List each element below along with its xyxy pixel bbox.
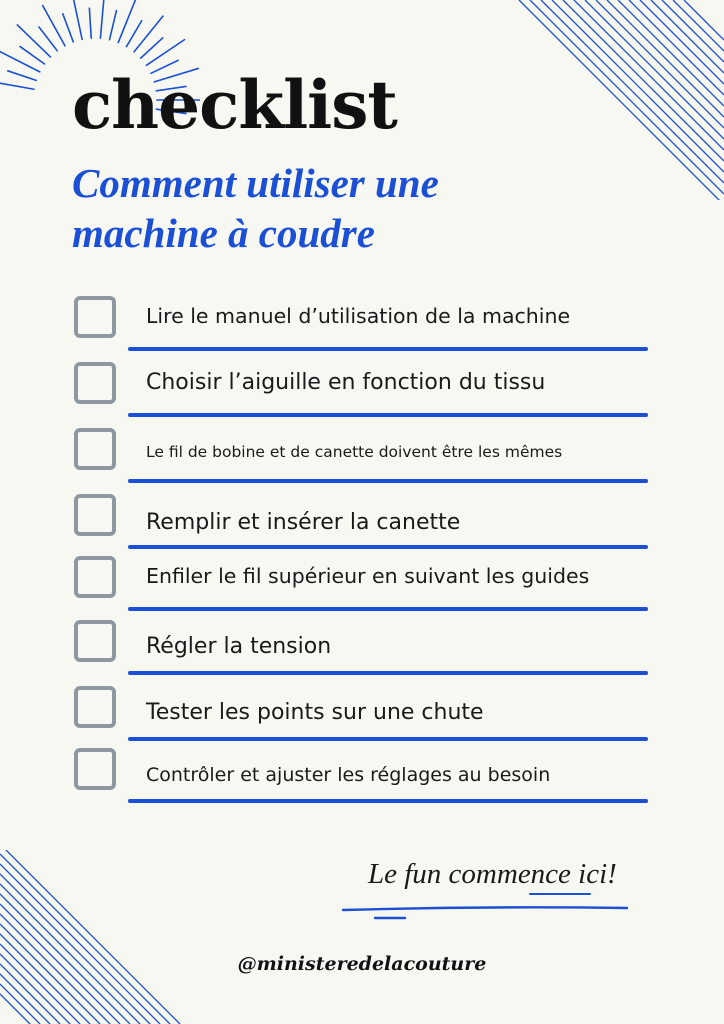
checklist-item-label: Choisir l’aiguille en fonction du tissu bbox=[146, 370, 546, 395]
footer-tagline: Le fun commence ici! bbox=[368, 858, 617, 890]
checklist-item bbox=[70, 428, 660, 494]
page-subtitle: Comment utiliser une machine à coudre bbox=[72, 160, 439, 256]
checklist-item bbox=[70, 620, 660, 686]
tagline-underline-decoration bbox=[335, 888, 635, 924]
checklist-item-label: Régler la tension bbox=[146, 634, 332, 659]
checklist-item-label: Tester les points sur une chute bbox=[146, 700, 484, 725]
checklist-item bbox=[70, 362, 660, 428]
checkbox[interactable] bbox=[74, 296, 116, 338]
checkbox[interactable] bbox=[74, 362, 116, 404]
checklist-item bbox=[70, 494, 660, 560]
checkbox[interactable] bbox=[74, 620, 116, 662]
checklist-item bbox=[70, 686, 660, 752]
checklist-item-label: Remplir et insérer la canette bbox=[146, 510, 461, 535]
underline-divider bbox=[128, 607, 648, 611]
underline-divider bbox=[128, 545, 648, 549]
checklist-item-label: Enfiler le fil supérieur en suivant les guides bbox=[146, 564, 590, 588]
underline-divider bbox=[128, 737, 648, 741]
checklist-item-label: Le fil de bobine et de canette doivent être les mêmes bbox=[146, 443, 563, 461]
checklist-item bbox=[70, 748, 660, 814]
page-title: checklist bbox=[72, 66, 397, 144]
checkbox[interactable] bbox=[74, 556, 116, 598]
underline-divider bbox=[128, 479, 648, 483]
wave-lines-bottom-left-icon bbox=[0, 850, 190, 1024]
checkbox[interactable] bbox=[74, 686, 116, 728]
checklist-item bbox=[70, 296, 660, 362]
checklist-item-label: Lire le manuel d’utilisation de la machine bbox=[146, 304, 571, 328]
underline-divider bbox=[128, 671, 648, 675]
checkbox[interactable] bbox=[74, 748, 116, 790]
checklist-item-label: Contrôler et ajuster les réglages au besoin bbox=[146, 764, 551, 786]
checkbox[interactable] bbox=[74, 494, 116, 536]
underline-divider bbox=[128, 347, 648, 351]
underline-divider bbox=[128, 799, 648, 803]
underline-divider bbox=[128, 413, 648, 417]
social-handle: @ministeredelacouture bbox=[237, 953, 487, 975]
checkbox[interactable] bbox=[74, 428, 116, 470]
checklist-item bbox=[70, 556, 660, 622]
